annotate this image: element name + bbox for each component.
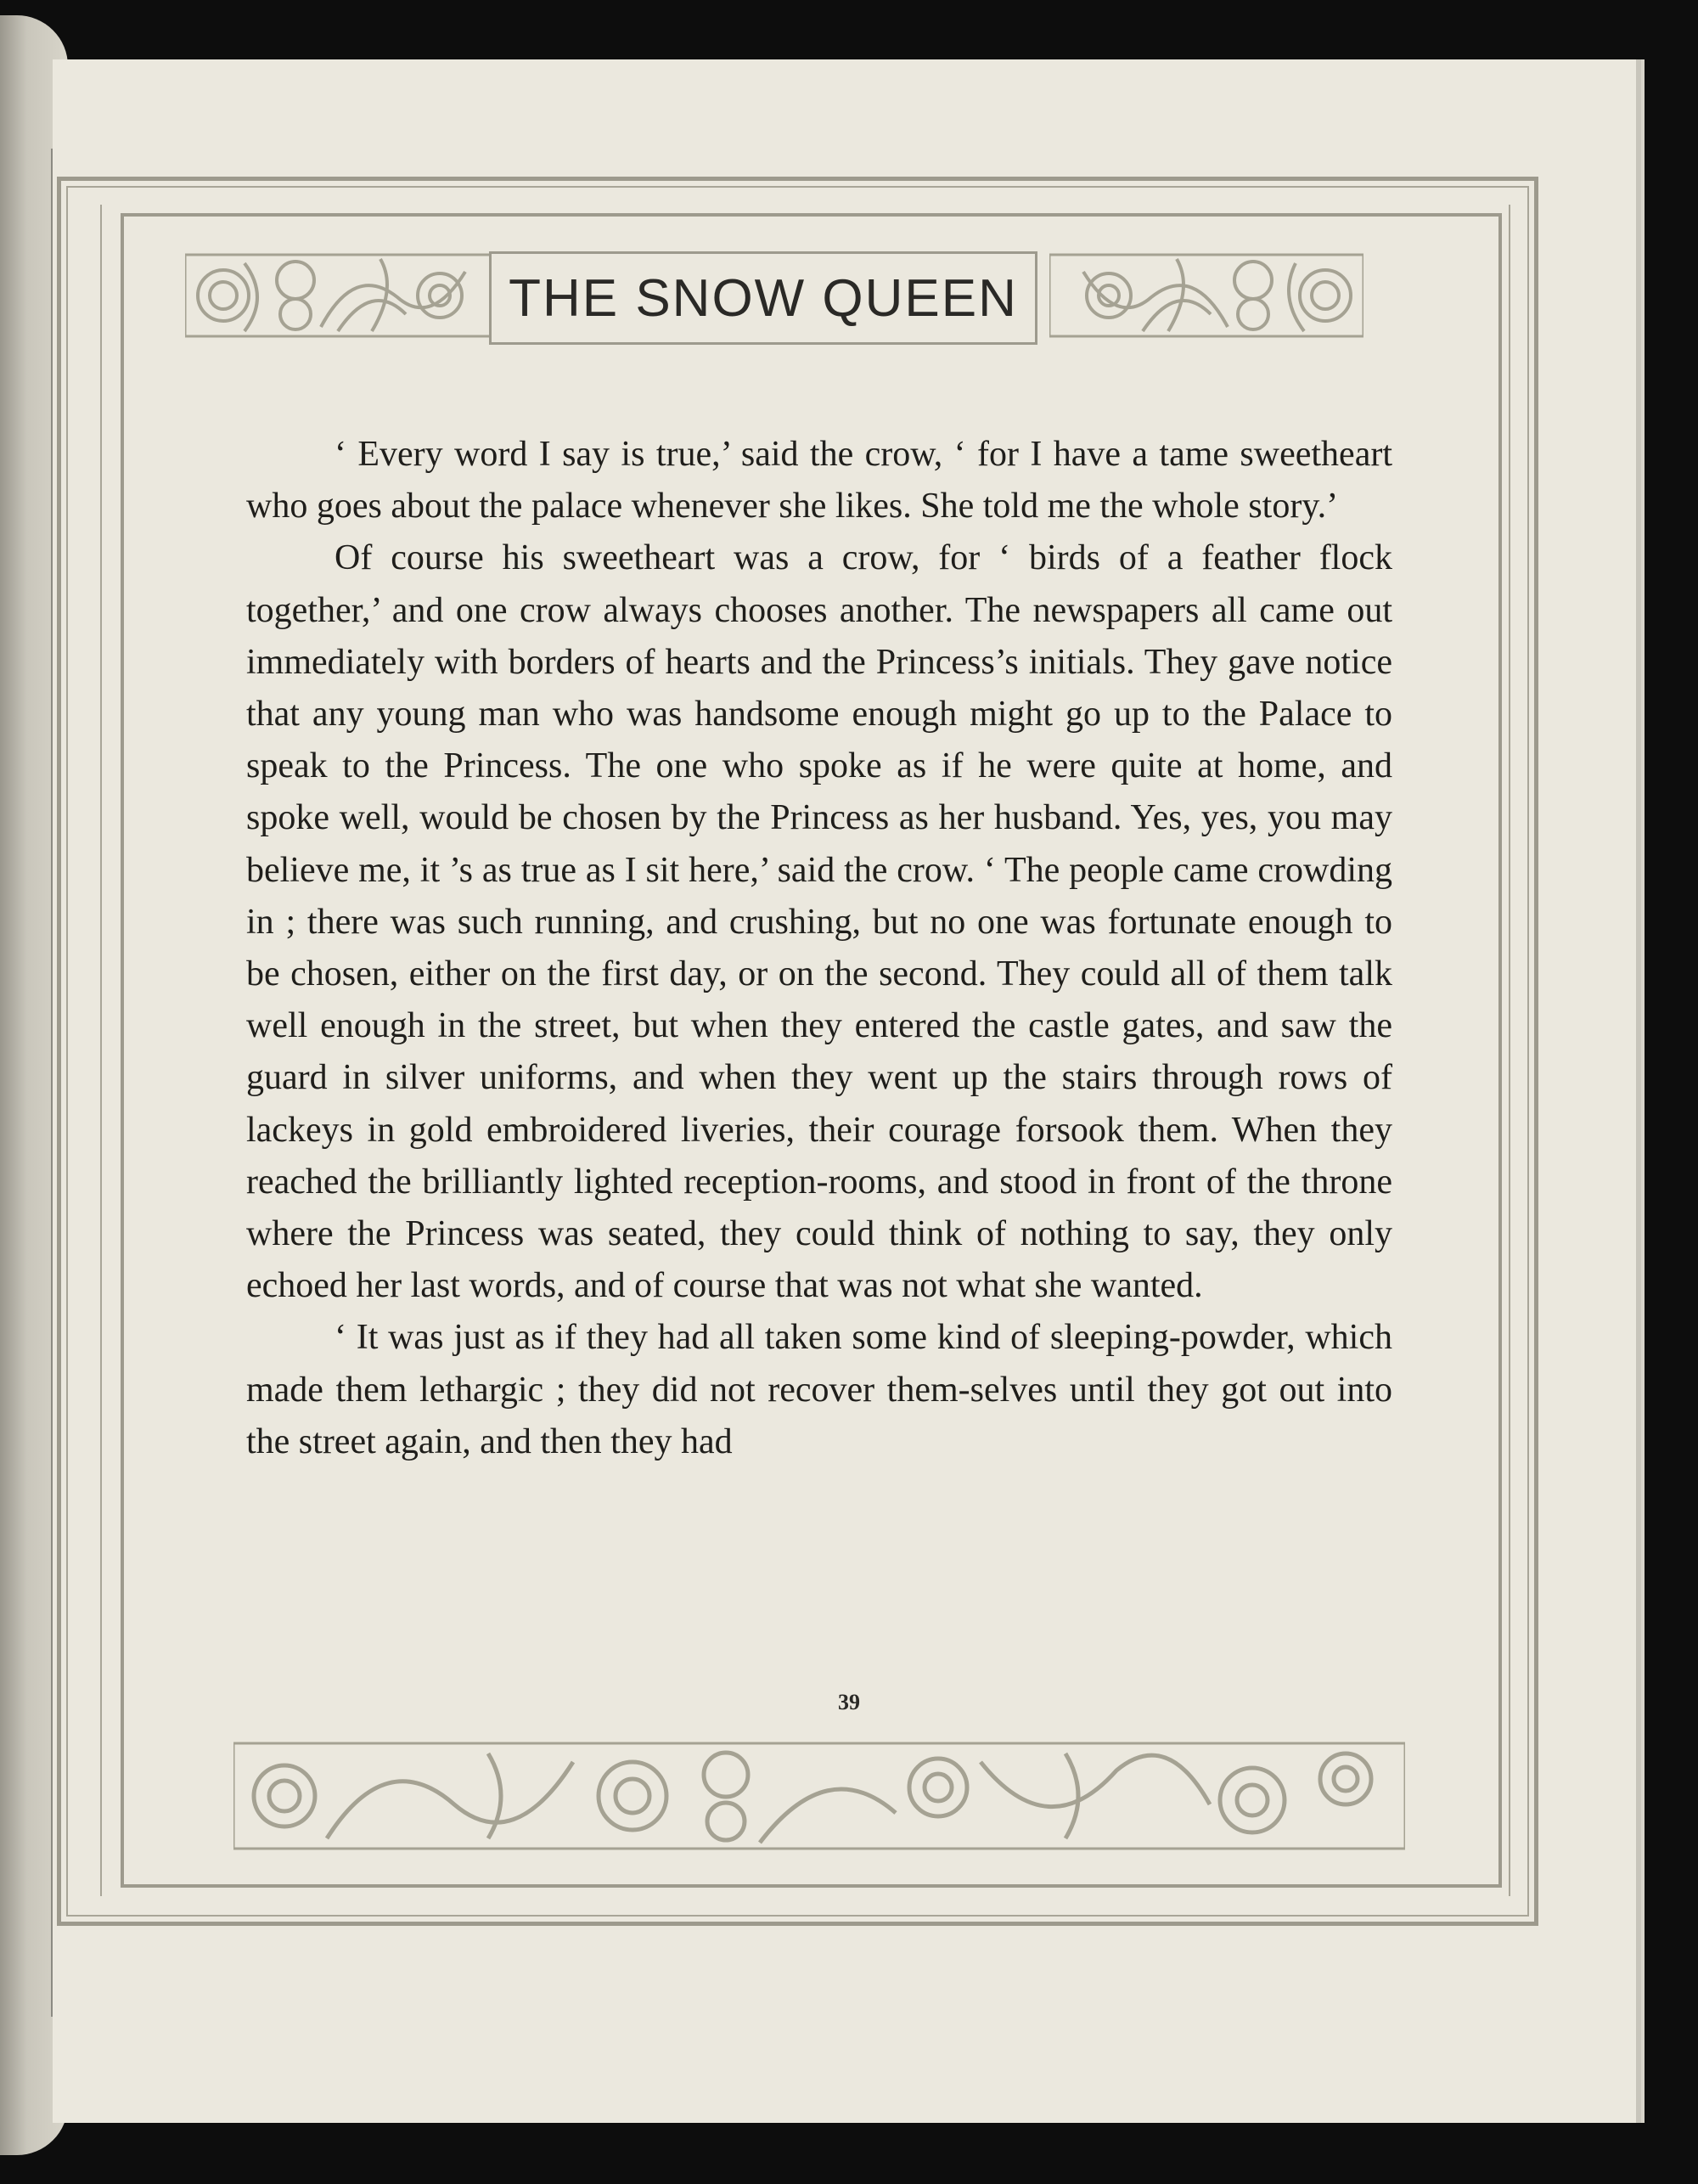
- footer-floral-ornament: [233, 1728, 1405, 1864]
- paragraph-3: ‘ It was just as if they had all taken some kind of sleeping-powder, which made them lethargic ; they did not recover them-selves until they got out into the street again, and then they had: [246, 1318, 1392, 1461]
- previous-page-border: [0, 149, 54, 2017]
- body-text: [246, 429, 1392, 1468]
- paragraph-1: ‘ Every word I say is true,’ said the crow, ‘ for I have a tame sweetheart who goes about the palace whenever she likes. She told me the whole story.’: [246, 435, 1392, 526]
- floral-ornament-left: [185, 246, 499, 346]
- running-head: THE SNOW QUEEN: [489, 251, 1037, 345]
- floral-ornament-right: [1049, 246, 1363, 346]
- header-band: [185, 246, 1363, 346]
- page-number: 39: [838, 1690, 860, 1714]
- paragraph-2: Of course his sweetheart was a crow, for ‘ birds of a feather flock together,’ and one crow always chooses another. The newspapers all came out immediately with borders of hearts and the Princess’s initials. They gave notice that any young man who was handsome enough might go up to the Palace to speak to the Princess. The one who spoke as if he were quite at home, and spoke well, would be chosen by the Princess as her husband. Yes, yes, you may believe me, it ’s as true as I sit here,’ said the crow. ‘ The people came crowding in ; there was such running, and crushing, but no one was fortunate enough to be chosen, either on the first day, or on the second. They could all of them talk well enough in the street, but when they entered the castle gates, and saw the guard in silver uniforms, and when they went up the stairs through rows of lackeys in gold embroidered liveries, their courage forsook them. When they reached the brilliantly lighted reception-rooms, and stood in front of the throne where the Princess was seated, they could think of nothing to say, they only echoed her last words, and of course that was not what she wanted.: [246, 538, 1392, 1306]
